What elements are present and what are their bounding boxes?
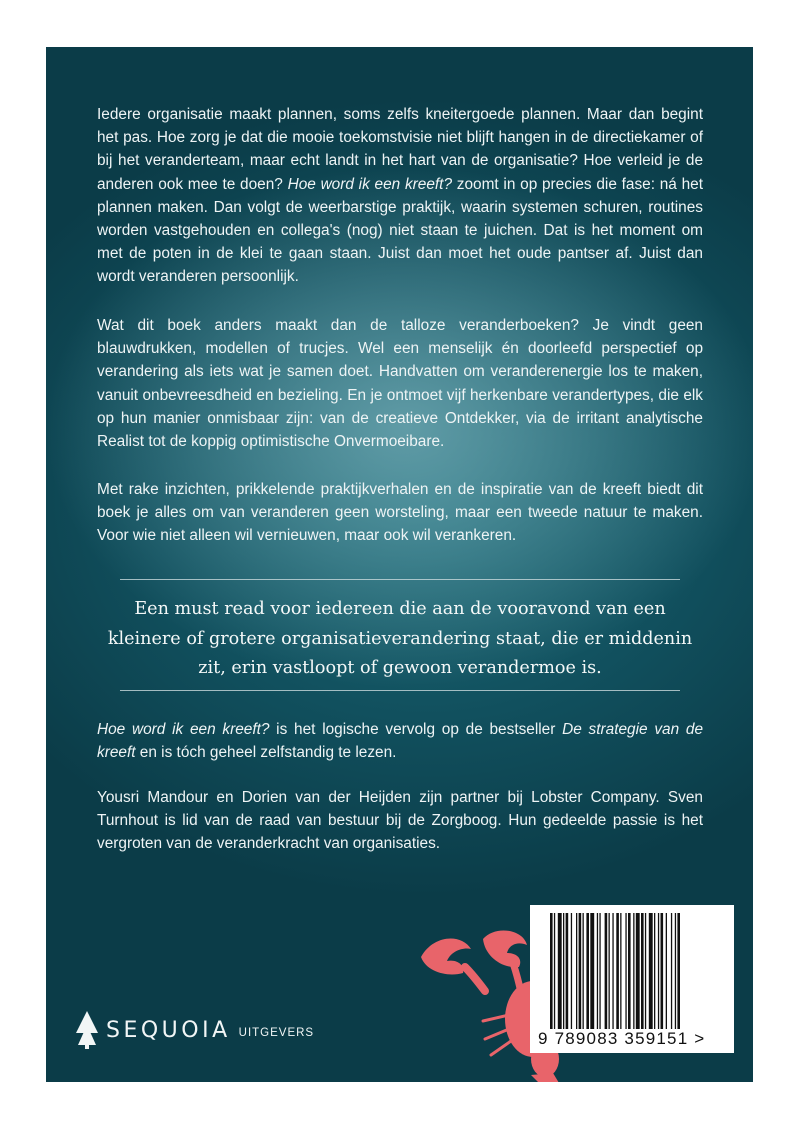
publisher-name: SEQUOIA	[106, 1017, 231, 1043]
blurb-text: Wat dit boek anders maakt dan de talloze veranderboeken? Je vindt geen blauwdrukken, modellen of trucjes. Wel een menselijk én doorleefd perspectief op verandering als iets wat je samen doet. Handvatten om veranderenergie los te maken, vanuit onbevreesdheid en bezieling. En je ontmoet vijf herkenbare verandertypes, die elk op hun manier onmisbaar zijn: van de creatieve Ontdekker, via de irritant analytische Realist tot de koppig optimistische Onvermoeibare.	[97, 317, 703, 451]
quote-divider-bottom	[120, 690, 680, 691]
tree-logo-icon	[76, 1011, 98, 1049]
blurb-text: zoomt in op precies die fase: ná het plannen maken. Dan volgt de weerbarstige praktijk, waarin systemen schuren, routines worden vastgehouden en collega's (nog) niet staan te juichen. Dat is het moment om met de poten in de klei te gaan staan. Juist dan moet het oude pantser af. Juist dan wordt veranderen persoonlijk.	[97, 175, 704, 286]
quote-divider-top	[120, 579, 680, 580]
blurb-text: is het logische vervolg op de bestseller	[269, 721, 563, 738]
blurb-paragraph-2	[97, 314, 703, 453]
publisher-logo	[76, 1010, 314, 1050]
publisher-suffix: UITGEVERS	[238, 1027, 315, 1039]
blurb-text: en is tóch geheel zelfstandig te lezen.	[135, 744, 397, 762]
back-cover	[46, 47, 753, 1082]
blurb-text: Iedere organisatie maakt plannen, soms zelfs kneitergoede plannen. Maar dan begint het pas. Hoe zorg je dat die mooie toekomstvisie niet blijft hangen in de directiekamer of bij het veranderteam, maar echt landt in het hart van de organisatie? Hoe verleid je de anderen ook mee te doen?	[97, 106, 703, 193]
book-title-inline: Hoe word ik een kreeft?	[287, 175, 453, 193]
author-bio	[97, 786, 703, 856]
previous-book-title: De strategie van de kreeft	[97, 721, 704, 762]
barcode-bars	[550, 913, 726, 1029]
blurb-text: Met rake inzichten, prikkelende praktijkverhalen en de inspiratie van de kreeft biedt dit boek je alles om van veranderen geen worsteling, maar een tweede natuur te maken. Voor wie niet alleen wil vernieuwen, maar ook wil verankeren.	[97, 481, 703, 545]
book-title-inline: Hoe word ik een kreeft?	[97, 721, 270, 738]
blurb-paragraph-3	[97, 478, 703, 548]
blurb-paragraph-4	[97, 718, 703, 764]
pull-quote: Een must read voor iedereen die aan de vooravond van een kleinere of grotere organisatieverandering staat, die er middenin zit, erin vastloopt of gewoon verandermoe is.	[107, 599, 693, 678]
isbn-barcode	[530, 905, 734, 1053]
blurb-text: Yousri Mandour en Dorien van der Heijden zijn partner bij Lobster Company. Sven Turnhout is lid van de raad van bestuur bij de Zorgboog. Hun gedeelde passie is het vergroten van de veranderkracht van organisaties.	[97, 789, 703, 853]
isbn-number: 9 789083 359151 >	[538, 1029, 706, 1048]
blurb-paragraph-1	[97, 103, 703, 289]
